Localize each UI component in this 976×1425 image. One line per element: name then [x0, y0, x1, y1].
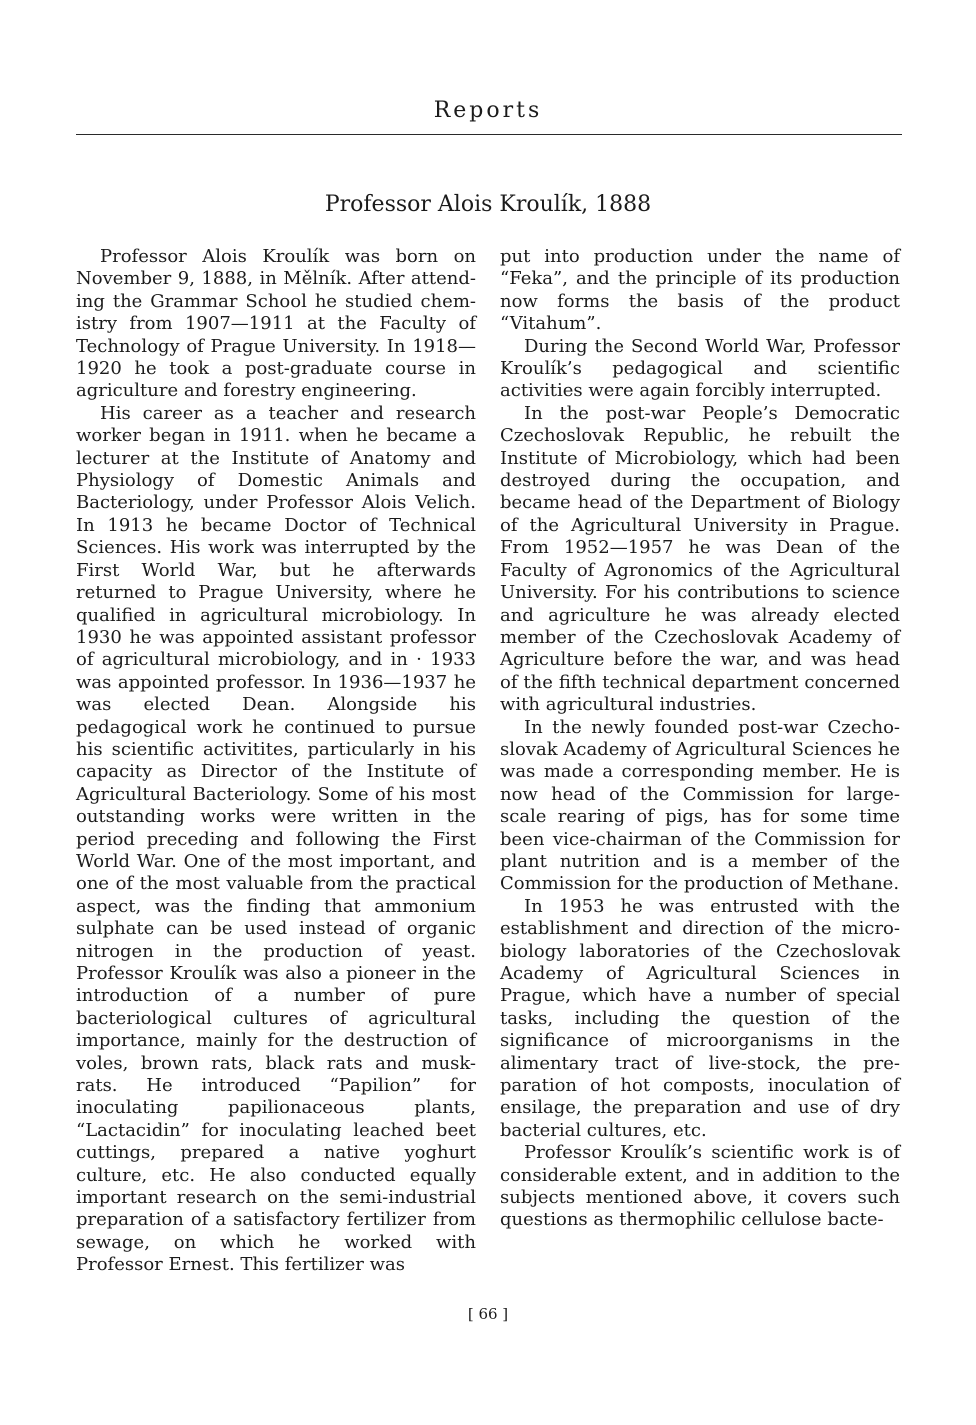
paragraph-scientific-work: Professor Kroulík’s scientific work is of considerable extent, and in addition to the subjects mentioned above, it covers such questions as thermophilic cellulose bacte-: [500, 1142, 900, 1231]
article-title: Professor Alois Kroulík, 1888: [324, 192, 652, 217]
paragraph-career: His career as a teacher and research worker began in 1911. when he became a lecturer at the Institute of Anatomy and Physiology of Domestic Animals and Bacteriology, under Professor Alois Velich. In 1913 he became Doctor of Technical Sciences. His work was interrupted by the First World War, but he afterwards returned to Prague University, where he qualified in agricultural microbiology. In 1930 he was appointed assistant professor of agricultural microbiology, and in · 1933 was appointed professor. In 1936—1937 he was elected Dean. Alongside his pedagogical work he continued to pursue his scientific activitites, particularly in his capacity as Director of the Institute of Agricultural Bacteriology. Some of his most outstanding works were written in the period preceding and following the First World War. One of the most important, and one of the most valuable from the practical aspect, was the finding that ammonium sulphate can be used instead of organic nitrogen in the production of yeast. Professor Kroulík was also a pioneer in the introduction of a number of pure bacteriological cultures of agricultural importance, mainly for the destruction of voles, brown rats, black rats and musk-rats. He introduced “Papilion” for inoculating papilionaceous plants, “Lactacidin” for inoculating leached beet cuttings, prepared a native yoghurt culture, etc. He also conducted equally important research on the semi-industrial preparation of a satisfactory fertilizer from sewage, on which he worked with Professor Ernest. This fertilizer was: [76, 402, 476, 1276]
right-column: [500, 246, 900, 1232]
paragraph-academy: In the newly founded post-war Czechoslovak Academy of Agricultural Sciences he was made a corresponding member. He is now head of the Commission for large-scale rearing of pigs, has for some time been vice-chairman of the Commission for plant nutrition and is a member of the Commission for the production of Methane.: [500, 716, 900, 895]
paragraph-continuation: put into production under the name of “Feka”, and the principle of its production now forms the basis of the product “Vitahum”.: [500, 246, 900, 335]
page-number: [ 66 ]: [467, 1305, 509, 1323]
paragraph-war: During the Second World War, Professor Kroulík’s pedagogical and scientific activities were again forcibly interrupted.: [500, 335, 900, 402]
paragraph-biography: Professor Alois Kroulík was born on November 9, 1888, in Mělník. After attending the Grammar School he studied chemistry from 1907—1911 at the Faculty of Technology of Prague University. In 1918—1920 he took a post-graduate course in agriculture and forestry engineering.: [76, 246, 476, 402]
header-rule: [76, 134, 902, 135]
paragraph-post-war: In the post-war People’s Democratic Czechoslovak Republic, he rebuilt the Institute of Microbiology, which had been destroyed during the occupation, and became head of the Department of Biology of the Agricultural University in Prague. From 1952—1957 he was Dean of the Faculty of Agronomics of the Agricultural University. For his contributions to science and agriculture he was already elected member of the Czechoslovak Academy of Agriculture before the war, and was head of the fifth technical department concerned with agricultural industries.: [500, 402, 900, 716]
paragraph-laboratories: In 1953 he was entrusted with the establishment and direction of the microbiology laboratories of the Czechoslovak Academy of Agricultural Sciences in Prague, which have a number of special tasks, including the question of the significance of microorganisms in the alimentary tract of live-stock, the preparation of hot composts, inoculation of ensilage, the preparation and use of dry bacterial cultures, etc.: [500, 895, 900, 1141]
running-head: Reports: [433, 98, 543, 123]
left-column: [76, 246, 476, 1277]
